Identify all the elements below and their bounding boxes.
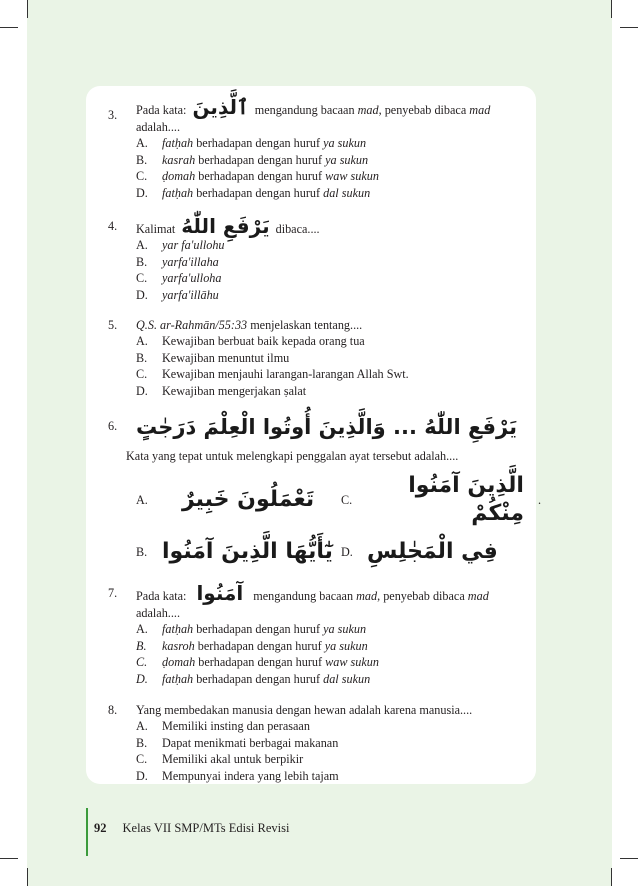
option-italic: ya sukun <box>323 622 367 637</box>
stem-text: , penyebab dibaca <box>377 589 468 604</box>
options-list <box>136 333 533 399</box>
crop-mark-top-right-v <box>611 0 612 18</box>
option-letter: C. <box>341 492 353 507</box>
option-b[interactable] <box>136 538 341 566</box>
stem-prefix: Pada kata: <box>136 103 187 117</box>
option-text: Mempunyai indera yang lebih tajam <box>162 769 339 784</box>
option-c[interactable] <box>136 270 533 287</box>
option-letter: D. <box>136 672 148 687</box>
stem-prefix: Kalimat <box>136 221 176 236</box>
option-letter: A. <box>136 136 148 151</box>
crop-mark-bottom-left-h <box>0 858 18 859</box>
option-letter: D. <box>341 544 353 559</box>
option-letter: B. <box>136 152 148 167</box>
option-b[interactable] <box>136 152 533 169</box>
stem-italic: mad <box>467 589 489 604</box>
stem-continuation: adalah.... <box>136 605 180 620</box>
option-a[interactable] <box>136 472 341 528</box>
option-italic: fatḥah <box>162 672 194 687</box>
option-text: berhadapan dengan huruf <box>195 169 326 184</box>
option-a[interactable] <box>136 621 533 638</box>
option-text: berhadapan dengan huruf <box>193 136 324 151</box>
option-text: berhadapan dengan huruf <box>194 638 325 653</box>
option-a[interactable] <box>136 237 533 254</box>
question-number: 7. <box>108 586 118 601</box>
options-grid <box>136 472 541 566</box>
stem-text: menjelaskan tentang.... <box>247 317 363 332</box>
question-4 <box>108 215 533 304</box>
option-d[interactable] <box>341 538 541 566</box>
option-letter: C. <box>136 271 148 286</box>
option-letter: A. <box>136 622 148 637</box>
arabic-word: ٱلَّذِينَ <box>192 95 249 119</box>
question-7 <box>108 582 533 688</box>
option-italic: waw sukun <box>325 169 379 184</box>
option-c[interactable] <box>136 168 533 185</box>
crop-mark-bottom-right-v <box>611 868 612 886</box>
option-italic: ya sukun <box>325 152 369 167</box>
option-arabic: يٰٓأَيُّهَا الَّذِينَ آمَنُوا <box>162 539 333 565</box>
option-letter: B. <box>136 638 147 653</box>
option-b[interactable] <box>136 350 533 367</box>
option-letter: C. <box>136 367 148 382</box>
option-b[interactable] <box>136 254 533 271</box>
question-number: 5. <box>108 317 118 332</box>
option-text: Kewajiban mengerjakan ṣalat <box>162 383 307 398</box>
option-arabic: تَعْمَلُونَ خَبِيرٌ <box>182 487 315 513</box>
option-text: Memiliki akal untuk berpikir <box>162 752 304 767</box>
option-italic: ḍomah <box>162 169 196 184</box>
question-number: 8. <box>108 702 118 717</box>
option-text: Kewajiban berbuat baik kepada orang tua <box>162 334 365 349</box>
option-c[interactable] <box>341 472 541 528</box>
option-letter: C. <box>136 655 148 670</box>
crop-mark-top-left-h <box>0 27 18 28</box>
question-stem: Yang membedakan manusia dengan hewan adalah karena manusia.... <box>136 702 473 717</box>
option-text: Dapat menikmati berbagai makanan <box>162 735 339 750</box>
crop-mark-bottom-left-v <box>27 868 28 886</box>
options-list <box>136 621 533 687</box>
question-number: 4. <box>108 218 118 233</box>
option-italic: dal sukun <box>323 672 371 687</box>
question-number: 6. <box>108 419 118 434</box>
options-list <box>136 237 533 303</box>
option-a[interactable] <box>136 718 533 735</box>
option-d[interactable] <box>136 185 533 202</box>
option-letter: A. <box>136 238 148 253</box>
option-trail: . <box>537 492 541 507</box>
option-text: yarfa'illaha <box>162 254 219 269</box>
question-stem <box>136 317 533 334</box>
option-letter: D. <box>136 383 148 398</box>
option-arabic: الَّذِينَ آمَنُوا مِنْكُمْ <box>408 473 524 527</box>
option-letter: B. <box>136 350 148 365</box>
option-italic: fatḥah <box>162 622 194 637</box>
option-a[interactable] <box>136 333 533 350</box>
question-6 <box>108 410 541 567</box>
option-letter: D. <box>136 185 148 200</box>
stem-text: mengandung bacaan <box>253 589 357 604</box>
option-text: berhadapan dengan huruf <box>195 655 326 670</box>
option-c[interactable] <box>136 751 533 768</box>
option-letter: D. <box>136 769 148 784</box>
page-footer <box>86 808 486 848</box>
option-arabic: فِي الْمَجٰلِسِ <box>367 539 498 565</box>
option-letter: A. <box>136 492 148 507</box>
crop-mark-top-right-h <box>620 27 638 28</box>
stem-text: adalah.... <box>136 119 180 134</box>
option-b[interactable] <box>136 638 533 655</box>
stem-italic: mad <box>357 103 379 117</box>
option-letter: A. <box>136 719 148 734</box>
question-stem <box>136 215 533 238</box>
stem-prefix: Pada kata: <box>136 589 187 604</box>
stem-text: dibaca.... <box>275 221 320 236</box>
question-5 <box>108 317 533 400</box>
option-text: berhadapan dengan huruf <box>193 622 324 637</box>
option-text: yar fa'ullohu <box>162 238 225 253</box>
option-italic: kasroh <box>162 638 195 653</box>
option-c[interactable] <box>136 654 533 671</box>
option-letter: B. <box>136 254 148 269</box>
arabic-phrase: يَرْفَعِ اللّٰهُ <box>181 213 270 238</box>
option-letter: B. <box>136 735 148 750</box>
questions-list <box>108 95 541 785</box>
option-italic: waw sukun <box>325 655 379 670</box>
option-italic: fatḥah <box>162 136 194 151</box>
question-3 <box>108 96 533 202</box>
option-text: berhadapan dengan huruf <box>193 185 324 200</box>
question-number: 3. <box>108 108 118 123</box>
option-d[interactable] <box>136 671 533 688</box>
option-d[interactable] <box>136 768 533 785</box>
option-text: Kewajiban menuntut ilmu <box>162 350 290 365</box>
option-c[interactable] <box>136 366 533 383</box>
book-title: Kelas VII SMP/MTs Edisi Revisi <box>122 820 290 835</box>
option-text: yarfa'ulloha <box>162 271 222 286</box>
crop-mark-bottom-right-h <box>620 858 638 859</box>
stem-text: , penyebab dibaca <box>378 103 470 117</box>
option-b[interactable] <box>136 735 533 752</box>
option-letter: C. <box>136 752 148 767</box>
stem-text: mengandung bacaan <box>254 103 358 117</box>
option-text: Memiliki insting dan perasaan <box>162 719 310 734</box>
option-text: yarfa'illāhu <box>162 287 219 302</box>
option-italic: kasrah <box>162 152 196 167</box>
question-stem <box>136 96 533 135</box>
option-d[interactable] <box>136 383 533 400</box>
option-letter: A. <box>136 334 148 349</box>
options-list <box>136 135 533 201</box>
stem-italic: mad <box>469 103 491 117</box>
stem-italic: Q.S. ar-Rahmān/55:33 <box>136 317 248 332</box>
question-instruction: Kata yang tepat untuk melengkapi penggalan ayat tersebut adalah.... <box>126 448 459 463</box>
option-italic: ḍomah <box>162 655 196 670</box>
option-italic: dal sukun <box>323 185 371 200</box>
question-8 <box>108 702 533 785</box>
stem-italic: mad <box>356 589 378 604</box>
option-letter: B. <box>136 544 148 559</box>
page-number: 92 <box>94 820 107 835</box>
option-letter: C. <box>136 169 148 184</box>
option-d[interactable] <box>136 287 533 304</box>
option-text: Kewajiban menjauhi larangan-larangan Allah Swt. <box>162 367 409 382</box>
crop-mark-top-left-v <box>27 0 28 18</box>
options-list <box>136 718 533 784</box>
option-text: berhadapan dengan huruf <box>195 152 326 167</box>
option-a[interactable] <box>136 135 533 152</box>
question-stem <box>136 582 533 605</box>
option-italic: ya sukun <box>324 638 368 653</box>
option-italic: ya sukun <box>323 136 367 151</box>
arabic-word: آمَنُوا <box>196 581 244 606</box>
footer-accent-bar <box>86 808 88 856</box>
option-text: berhadapan dengan huruf <box>193 672 324 687</box>
arabic-verse: يَرْفَعِ اللّٰهُ ... وَالَّذِينَ أُوتُوا الْعِلْمَ دَرَجٰتٍ <box>136 414 517 439</box>
option-italic: fatḥah <box>162 185 194 200</box>
option-letter: D. <box>136 287 148 302</box>
